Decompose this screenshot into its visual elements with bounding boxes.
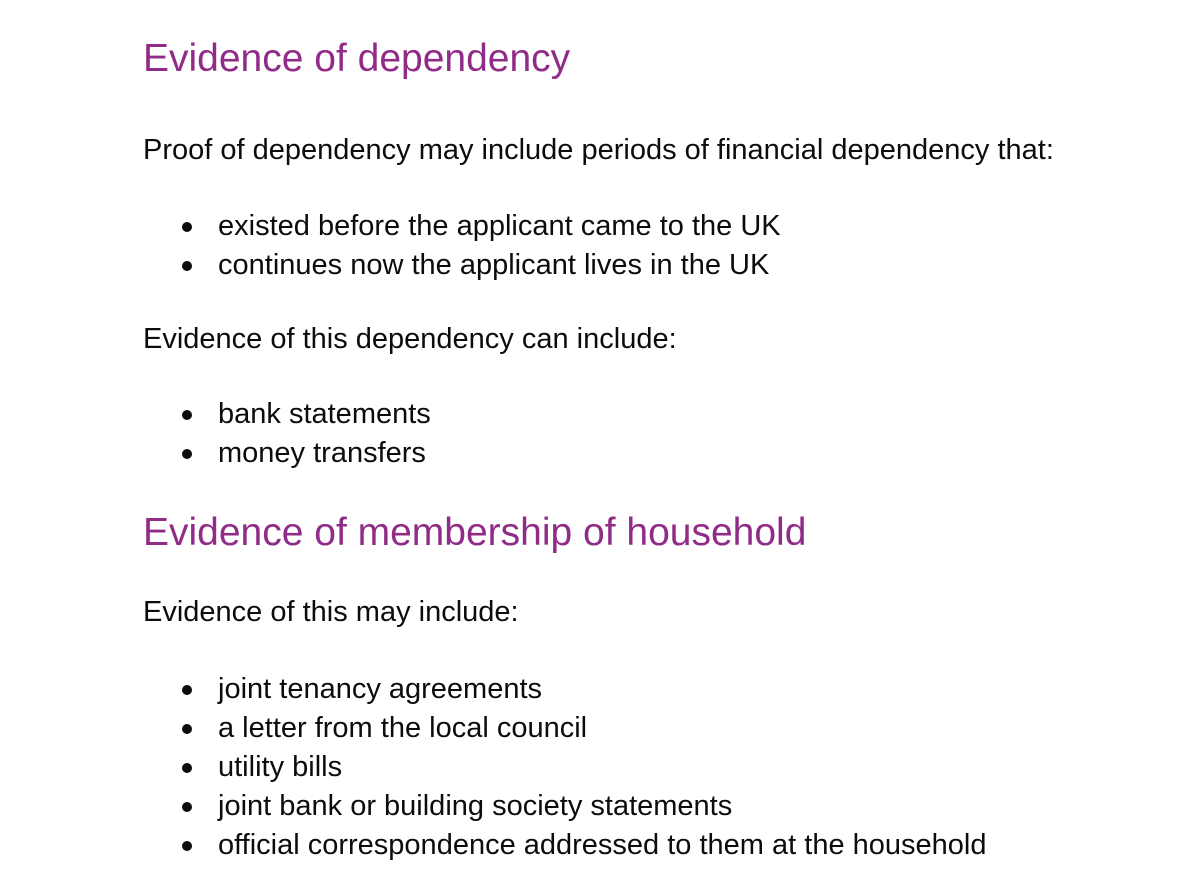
household-evidence-list (143, 670, 986, 865)
bullet-icon (182, 410, 192, 420)
bullet-icon (182, 724, 192, 734)
list-item (143, 207, 781, 246)
list-item (143, 787, 986, 826)
bullet-icon (182, 685, 192, 695)
list-item-text: money transfers (218, 437, 426, 469)
list-item-text: continues now the applicant lives in the UK (218, 249, 770, 281)
section-heading-household: Evidence of membership of household (143, 511, 807, 554)
list-item-text: existed before the applicant came to the UK (218, 210, 781, 242)
household-intro-text: Evidence of this may include: (143, 596, 519, 628)
bullet-icon (182, 841, 192, 851)
dependency-periods-list (143, 207, 781, 285)
list-item-text: a letter from the local council (218, 712, 588, 744)
list-item-text: joint tenancy agreements (218, 673, 543, 705)
list-item (143, 434, 431, 473)
list-item (143, 826, 986, 865)
list-item-text: utility bills (218, 751, 343, 783)
list-item (143, 670, 986, 709)
dependency-evidence-list (143, 395, 431, 473)
list-item (143, 246, 781, 285)
dependency-intro-text: Proof of dependency may include periods of financial dependency that: (143, 134, 1054, 166)
dependency-evidence-intro-text: Evidence of this dependency can include: (143, 323, 677, 355)
section-heading-dependency: Evidence of dependency (143, 37, 571, 80)
bullet-icon (182, 802, 192, 812)
list-item-text: official correspondence addressed to them at the household (218, 829, 987, 861)
list-item (143, 748, 986, 787)
bullet-icon (182, 222, 192, 232)
bullet-icon (182, 261, 192, 271)
list-item (143, 709, 986, 748)
list-item-text: bank statements (218, 398, 431, 430)
bullet-icon (182, 449, 192, 459)
bullet-icon (182, 763, 192, 773)
list-item (143, 395, 431, 434)
list-item-text: joint bank or building society statements (218, 790, 733, 822)
